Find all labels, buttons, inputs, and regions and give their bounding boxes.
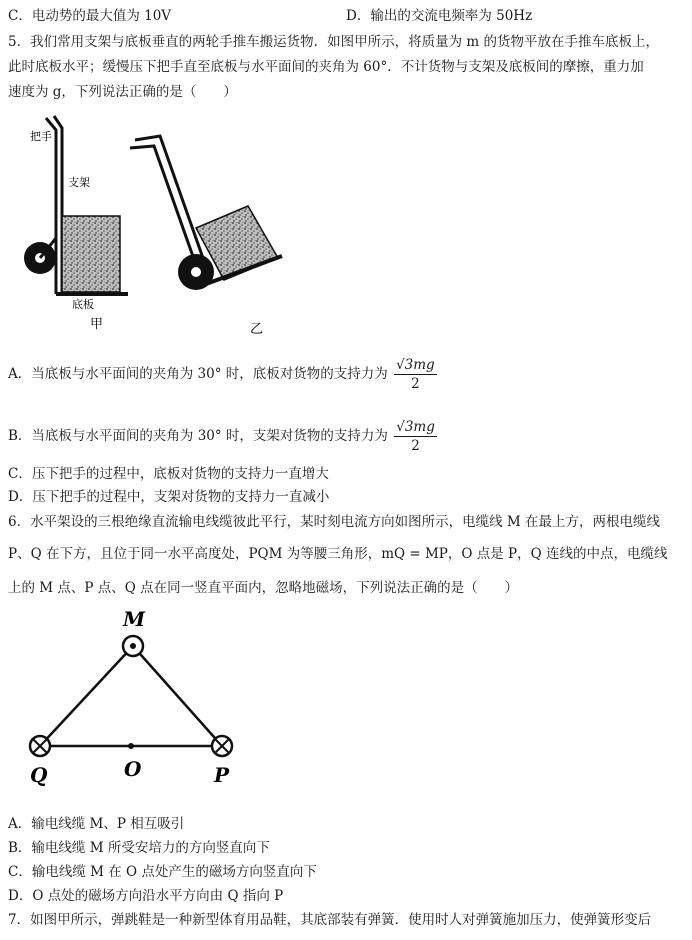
label-handle: 把手 — [30, 130, 52, 143]
q6-option-b: B．输电线缆 M 所受安培力的方向竖直向下 — [8, 840, 270, 856]
label-jia: 甲 — [90, 317, 104, 332]
q5-option-a-text: A．当底板与水平面间的夹角为 30° 时，底板对货物的支持力为 — [8, 366, 388, 382]
q6-stem-line1: 6．水平架设的三根绝缘直流输电线缆彼此平行，某时刻电流方向如图所示，电缆线 M 在最上方，两根电缆线 — [8, 514, 660, 530]
q6-stem-line2: P、Q 在下方，且位于同一水平高度处，PQM 为等腰三角形，mQ = MP，O 点是 P，Q 连线的中点，电缆线 — [8, 546, 668, 562]
label-yi: 乙 — [250, 322, 264, 337]
q5-option-c: C．压下把手的过程中，底板对货物的支持力一直增大 — [8, 466, 329, 482]
q5-option-a-fraction — [394, 356, 437, 393]
label-p: P — [214, 763, 230, 787]
q5-option-b-numerator: √3mg — [396, 419, 435, 435]
cable-p-marker — [212, 736, 232, 756]
q6-option-d: D．O 点处的磁场方向沿水平方向由 Q 指向 P — [8, 888, 284, 904]
q5-option-a-numerator: √3mg — [396, 357, 435, 373]
q5-option-b-text: B．当底板与水平面间的夹角为 30° 时，支架对货物的支持力为 — [8, 428, 388, 444]
q5-option-a-denominator: 2 — [411, 376, 420, 392]
q5-option-b-denominator: 2 — [411, 438, 420, 454]
q6-option-a: A．输电线缆 M、P 相互吸引 — [8, 816, 185, 832]
label-o: O — [124, 757, 142, 781]
q7-stem-line1: 7．如图甲所示，弹跳鞋是一种新型体育用品鞋，其底部装有弹簧．使用时人对弹簧施加压力，使弹簧形变后 — [8, 912, 652, 928]
label-m: M — [123, 607, 146, 631]
q6-option-c: C．输电线缆 M 在 O 点处产生的磁场方向竖直向下 — [8, 864, 317, 880]
q6-figure-cables — [10, 606, 260, 796]
q6-stem-line3: 上的 M 点、P 点、Q 点在同一竖直平面内，忽略地磁场，下列说法正确的是（ ） — [8, 580, 519, 596]
cable-m-marker — [123, 636, 143, 656]
label-q: Q — [30, 763, 48, 787]
q5-stem-line2: 此时底板水平；缓慢压下把手直至底板与水平面间的夹角为 60°．不计货物与支架及底板间的摩擦，重力加 — [8, 59, 644, 75]
cart-yi — [130, 136, 282, 290]
cable-q-marker — [30, 736, 50, 756]
q5-figure-hand-trucks — [10, 108, 340, 338]
label-support: 支架 — [68, 176, 90, 189]
q5-option-a — [8, 356, 437, 393]
q5-option-b — [8, 418, 437, 455]
q5-stem-line1: 5．我们常用支架与底板垂直的两轮手推车搬运货物．如图甲所示，将质量为 m 的货物平放在手推车底板上， — [8, 34, 659, 50]
label-base: 底板 — [72, 298, 94, 311]
prev-option-d: D．输出的交流电频率为 50Hz — [346, 8, 533, 24]
q5-option-d: D．压下把手的过程中，支架对货物的支持力一直减小 — [8, 489, 330, 505]
q5-stem-line3: 速度为 g，下列说法正确的是（ ） — [8, 84, 237, 100]
prev-option-c: C．电动势的最大值为 10V — [8, 8, 172, 24]
q5-option-b-fraction — [394, 418, 437, 455]
point-o-dot — [128, 743, 134, 749]
